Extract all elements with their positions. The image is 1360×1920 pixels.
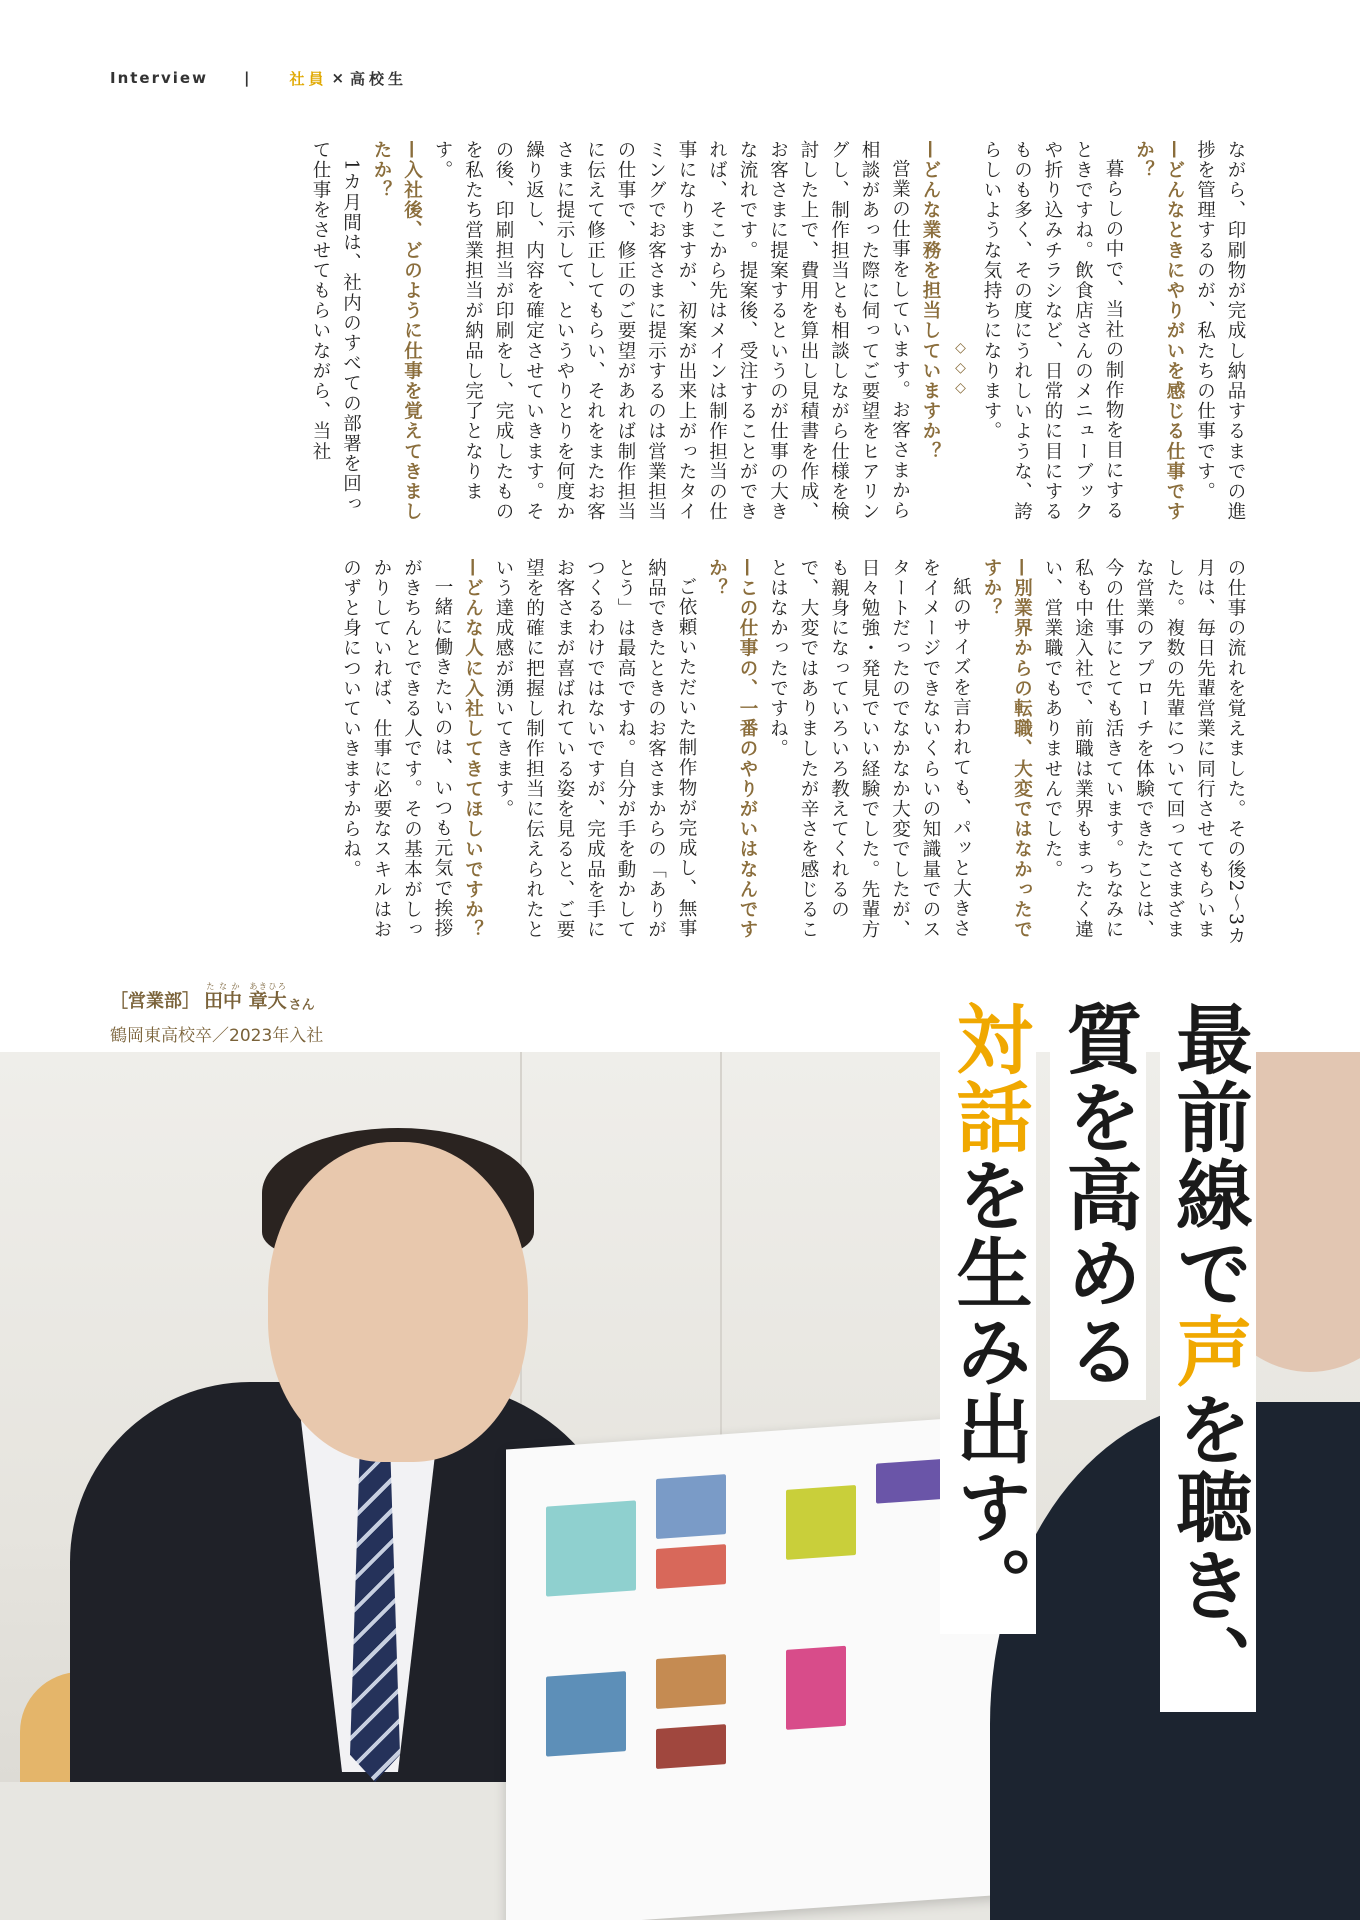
employee-label: 社員: [289, 69, 328, 88]
answer-paragraph: 1カ月間は、社内のすべての部署を回って仕事をさせてもらいながら、当社: [310, 140, 362, 514]
headline-line-3: [940, 990, 1036, 1634]
answer-paragraph: 一緒に働きたいのは、いつも元気で挨拶がきちんとできる人です。その基本がしっかりしていれば、仕事に必要なスキルはおのずと身についていきますからね。: [340, 558, 453, 940]
surname: 田中: [204, 990, 243, 1012]
headline-text: 質を高める: [1054, 1000, 1143, 1390]
question-heading: —どんな業務を担当していますか？: [920, 140, 941, 462]
article-paragraph: の仕事の流れを覚えました。その後2〜3カ月は、毎日先輩営業に同行させてもらいました。複数の先輩について回ってさまざまな営業のアプローチを体験できたことは、今の仕事にとても活きています。ちなみに私も中途入社で、前職は業界もまったく違い、営業職でもありませんでした。: [1042, 558, 1246, 947]
headline-text: を聴き、: [1164, 1390, 1253, 1702]
headline-text: 最前線で: [1164, 1000, 1253, 1312]
question-heading: —別業界からの転職、大変ではなかったですか？: [981, 558, 1033, 940]
interviewee-caption: [110, 982, 323, 1046]
divider-ornament: ◇◇◇: [952, 340, 969, 400]
article-paragraph: ながら、印刷物が完成し納品するまでの進捗を管理するのが、私たちの仕事です。: [1194, 140, 1246, 522]
headline-line-1: [1160, 990, 1256, 1712]
article-upper: [110, 140, 1250, 522]
headline-accent: 対話: [944, 1000, 1033, 1156]
student-label: 高校生: [350, 69, 408, 88]
header-separator: |: [243, 69, 252, 87]
section-label: Interview: [110, 69, 208, 87]
interviewee-name-line: [110, 982, 323, 1013]
question-heading: —この仕事の、一番のやりがいはなんですか？: [706, 558, 758, 940]
given-name-ruby: あきひろ: [248, 982, 287, 991]
answer-paragraph: ご依頼いただいた制作物が完成し、無事納品できたときのお客さまからの「ありがとう」は最高ですね。自分が手を動かしてつくるわけではないですが、完成品を手にお客さまが喜ばれている姿を見ると、ご要望を的確に把握し制作担当に伝えられたという達成感が湧いてきます。: [493, 558, 697, 940]
question-heading: —入社後、どのように仕事を覚えてきましたか？: [371, 140, 423, 522]
headline-accent: 声: [1164, 1312, 1253, 1390]
interviewee-face: [268, 1142, 528, 1462]
article-lower: [110, 558, 1250, 950]
headline-text: を生み出す。: [944, 1156, 1033, 1624]
interviewee-profile: 鶴岡東高校卒／2023年入社: [110, 1026, 324, 1046]
given-name: 章大: [248, 990, 287, 1012]
question-heading: —どんなときにやりがいを感じる仕事ですか？: [1133, 140, 1185, 522]
department-label: ［営業部］: [110, 991, 200, 1012]
question-heading: —どんな人に入社してきてほしいですか？: [462, 558, 484, 940]
answer-paragraph: 紙のサイズを言われても、パッと大きさをイメージできないくらいの知識量でのスタートだったのでなかなか大変でしたが、日々勉強・発見でいい経験でした。先輩方も親身になっていろいろ教えてくれるので、大変ではありましたが辛さを感じることはなかったですね。: [767, 558, 972, 940]
headline-line-2: [1050, 990, 1146, 1400]
brochure: [506, 1415, 1006, 1920]
honorific: さん: [288, 998, 315, 1013]
interview-photo: [0, 1052, 1360, 1920]
cross-symbol: ×: [331, 69, 347, 87]
surname-ruby: たなか: [204, 982, 242, 991]
answer-paragraph: 営業の仕事をしています。お客さまから相談があった際に伺ってご要望をヒアリングし、制作担当とも相談しながら仕様を検討した上で、費用を算出し見積書を作成、お客さまに提案するというのが仕事の大きな流れです。提案後、受注することができれば、そこから先はメインは制作担当の仕事になりますが、初案が出来上がったタイミングでお客さまに提示するのは営業担当の仕事で、修正のご要望があれば制作担当に伝えて修正してもらい、それをまたお客さまに提示して、というやりとりを何度か繰り返し、内容を確定させていきます。その後、印刷担当が印刷をし、完成したものを私たち営業担当が納品し完了となります。: [432, 140, 911, 522]
page-header: [110, 66, 407, 90]
interviewee-name: [204, 982, 287, 1013]
answer-paragraph: 暮らしの中で、当社の制作物を目にするときですね。飲食店さんのメニューブックや折り込みチラシなど、日常的に目にするものも多く、その度にうれしいような、誇らしいような気持ちになります。: [981, 140, 1124, 522]
